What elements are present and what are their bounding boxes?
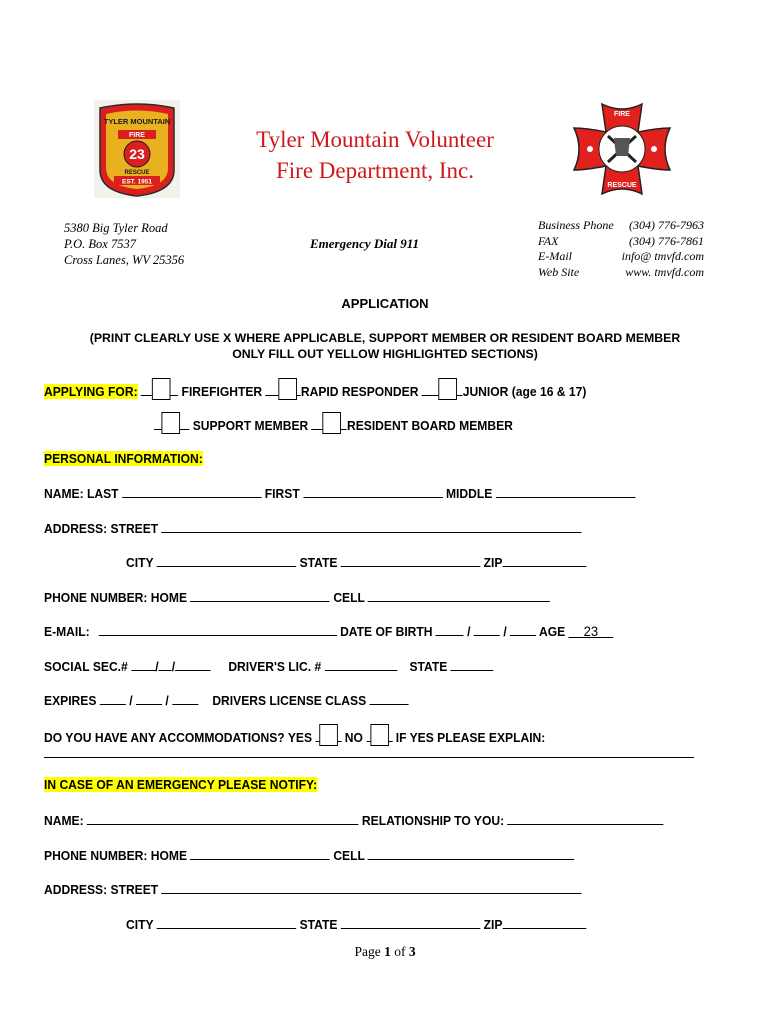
left-logo-rescue-text: RESCUE bbox=[124, 170, 150, 176]
ssn-slash: / bbox=[171, 659, 176, 674]
if-yes-explain-label: IF YES PLEASE EXPLAIN: bbox=[395, 730, 546, 745]
contact-row bbox=[538, 234, 704, 250]
accommodations-label: DO YOU HAVE ANY ACCOMMODATIONS? YES bbox=[44, 730, 313, 745]
contact-value: (304) 776-7861 bbox=[629, 233, 704, 248]
contact-info bbox=[538, 218, 704, 280]
right-logo bbox=[568, 98, 676, 200]
expires-label: EXPIRES bbox=[44, 693, 97, 708]
left-logo-top-text: TYLER MOUNTAIN bbox=[103, 117, 171, 126]
name-row bbox=[44, 485, 635, 501]
middle-name-field[interactable] bbox=[496, 485, 636, 498]
emergency-city-row bbox=[126, 916, 586, 932]
email-field[interactable] bbox=[99, 623, 337, 636]
emergency-zip-label: ZIP bbox=[483, 917, 503, 932]
personal-info-heading-text: PERSONAL INFORMATION: bbox=[44, 451, 203, 466]
cell-label: CELL bbox=[333, 590, 365, 605]
emergency-street-label: ADDRESS: STREET bbox=[44, 882, 159, 897]
age-field[interactable] bbox=[569, 623, 614, 638]
resident-board-checkbox[interactable] bbox=[323, 412, 342, 434]
dob-slash: / bbox=[503, 624, 507, 639]
form-instructions-1: (PRINT CLEARLY USE X WHERE APPLICABLE, SUPPORT MEMBER OR RESIDENT BOARD MEMBER bbox=[89, 331, 681, 345]
middle-name-label: MIDDLE bbox=[445, 486, 493, 501]
support-member-checkbox[interactable] bbox=[161, 412, 180, 434]
expires-day-field[interactable] bbox=[136, 692, 162, 705]
contact-row bbox=[538, 218, 704, 234]
lic-state-field[interactable] bbox=[451, 658, 494, 671]
org-address bbox=[64, 220, 184, 268]
contact-label: Business Phone bbox=[538, 218, 614, 232]
address-line: Cross Lanes, WV 25356 bbox=[64, 253, 185, 267]
emergency-address-row bbox=[44, 881, 582, 897]
left-logo-est-text: EST. 1951 bbox=[122, 178, 152, 186]
ssn-row bbox=[44, 658, 493, 674]
drivers-lic-field[interactable] bbox=[325, 658, 398, 671]
contact-value: info@ tmvfd.com bbox=[621, 249, 704, 263]
expires-slash: / bbox=[129, 693, 133, 708]
lic-state-label: STATE bbox=[409, 659, 448, 674]
phone-row bbox=[44, 589, 550, 605]
city-row bbox=[126, 554, 586, 570]
rapid-responder-label: RAPID RESPONDER bbox=[300, 384, 419, 399]
first-name-label: FIRST bbox=[264, 486, 300, 501]
city-label: CITY bbox=[126, 555, 154, 570]
left-logo-band-text: FIRE bbox=[129, 132, 145, 139]
dob-month-field[interactable] bbox=[436, 623, 464, 636]
page-footer bbox=[0, 944, 770, 960]
expires-year-field[interactable] bbox=[172, 692, 198, 705]
address-row bbox=[44, 520, 582, 536]
expires-month-field[interactable] bbox=[100, 692, 126, 705]
support-member-label: SUPPORT MEMBER bbox=[192, 418, 309, 433]
contact-label: FAX bbox=[538, 233, 559, 248]
junior-label: JUNIOR (age 16 & 17) bbox=[462, 384, 587, 399]
street-field[interactable] bbox=[162, 520, 582, 533]
last-name-field[interactable] bbox=[122, 485, 262, 498]
page-number: 1 bbox=[384, 944, 391, 959]
address-line: P.O. Box 7537 bbox=[64, 237, 136, 251]
emergency-heading bbox=[44, 777, 317, 792]
page-prefix: Page bbox=[354, 944, 381, 959]
email-row bbox=[44, 623, 613, 639]
state-label: STATE bbox=[299, 555, 338, 570]
accommodations-no-checkbox[interactable] bbox=[370, 724, 389, 746]
emergency-city-field[interactable] bbox=[157, 916, 297, 929]
left-logo bbox=[92, 98, 182, 200]
accommodations-explain-field[interactable] bbox=[44, 756, 694, 758]
home-phone-field[interactable] bbox=[190, 589, 330, 602]
zip-label: ZIP bbox=[483, 555, 503, 570]
org-title-line1: Tyler Mountain Volunteer bbox=[256, 127, 494, 152]
accommodations-row bbox=[44, 724, 545, 746]
contact-row bbox=[538, 265, 704, 281]
org-title-line2: Fire Department, Inc. bbox=[276, 158, 474, 183]
dob-day-field[interactable] bbox=[474, 623, 500, 636]
emergency-state-field[interactable] bbox=[341, 916, 481, 929]
junior-checkbox[interactable] bbox=[439, 378, 458, 400]
dob-year-field[interactable] bbox=[510, 623, 536, 636]
expires-row bbox=[44, 692, 409, 708]
page-of: of bbox=[394, 944, 406, 959]
home-phone-label: PHONE NUMBER: HOME bbox=[44, 590, 188, 605]
emergency-phone-row bbox=[44, 847, 575, 863]
cell-field[interactable] bbox=[368, 589, 550, 602]
license-class-field[interactable] bbox=[370, 692, 409, 705]
emergency-home-phone-field[interactable] bbox=[190, 847, 330, 860]
contact-row bbox=[538, 249, 704, 265]
emergency-cell-label: CELL bbox=[333, 848, 365, 863]
firefighter-checkbox[interactable] bbox=[152, 378, 171, 400]
contact-label: E-Mail bbox=[538, 249, 572, 263]
ssn-label: SOCIAL SEC.# bbox=[44, 659, 128, 674]
age-value: 23 bbox=[583, 623, 599, 639]
form-heading: APPLICATION bbox=[341, 296, 429, 311]
dob-slash: / bbox=[467, 624, 471, 639]
emergency-street-field[interactable] bbox=[162, 881, 582, 894]
email-label: E-MAIL: bbox=[44, 624, 90, 639]
resident-board-label: RESIDENT BOARD MEMBER bbox=[346, 418, 513, 433]
state-field[interactable] bbox=[341, 554, 481, 567]
ssn-part2-field[interactable] bbox=[159, 658, 172, 671]
emergency-name-row bbox=[44, 812, 664, 828]
emergency-state-label: STATE bbox=[299, 917, 338, 932]
right-logo-bottom-text: RESCUE bbox=[607, 182, 637, 189]
ssn-slash: / bbox=[155, 659, 159, 674]
emergency-name-field[interactable] bbox=[87, 812, 359, 825]
emergency-dial: Emergency Dial 911 bbox=[310, 236, 420, 251]
applying-for-label: APPLYING FOR: bbox=[44, 384, 138, 399]
rapid-responder-checkbox[interactable] bbox=[279, 378, 298, 400]
emergency-name-label: NAME: bbox=[44, 813, 84, 828]
age-label: AGE bbox=[539, 624, 566, 639]
contact-label: Web Site bbox=[538, 264, 580, 279]
ssn-part3-field[interactable] bbox=[175, 658, 210, 671]
relationship-label: RELATIONSHIP TO YOU: bbox=[361, 813, 505, 828]
expires-slash: / bbox=[165, 693, 169, 708]
last-name-label: NAME: LAST bbox=[44, 486, 119, 501]
page-total: 3 bbox=[408, 944, 416, 959]
personal-info-heading bbox=[44, 451, 203, 466]
form-instructions-2: ONLY FILL OUT YELLOW HIGHLIGHTED SECTIONS) bbox=[232, 347, 538, 361]
emergency-city-label: CITY bbox=[126, 917, 154, 932]
right-logo-top-text: FIRE bbox=[614, 111, 630, 118]
ssn-part1-field[interactable] bbox=[131, 658, 155, 671]
drivers-lic-label: DRIVER'S LIC. # bbox=[228, 659, 322, 674]
applying-for-row bbox=[44, 378, 586, 400]
city-field[interactable] bbox=[157, 554, 297, 567]
license-class-label: DRIVERS LICENSE CLASS bbox=[212, 693, 367, 708]
dob-label: DATE OF BIRTH bbox=[340, 624, 433, 639]
address-line: 5380 Big Tyler Road bbox=[64, 221, 168, 235]
emergency-heading-text: IN CASE OF AN EMERGENCY PLEASE NOTIFY: bbox=[44, 777, 318, 792]
contact-value: (304) 776-7963 bbox=[629, 218, 704, 232]
left-logo-number: 23 bbox=[129, 146, 145, 162]
accommodations-no-label: NO bbox=[344, 730, 363, 745]
emergency-home-phone-label: PHONE NUMBER: HOME bbox=[44, 848, 188, 863]
relationship-field[interactable] bbox=[507, 812, 663, 825]
first-name-field[interactable] bbox=[303, 485, 443, 498]
applying-for-row-2 bbox=[154, 412, 513, 434]
contact-value: www. tmvfd.com bbox=[625, 264, 704, 279]
emergency-zip-field[interactable] bbox=[502, 916, 586, 929]
accommodations-yes-checkbox[interactable] bbox=[319, 724, 338, 746]
street-label: ADDRESS: STREET bbox=[44, 521, 159, 536]
org-title bbox=[180, 124, 570, 186]
emergency-cell-field[interactable] bbox=[368, 847, 574, 860]
firefighter-label: FIREFIGHTER bbox=[181, 384, 263, 399]
zip-field[interactable] bbox=[502, 554, 586, 567]
